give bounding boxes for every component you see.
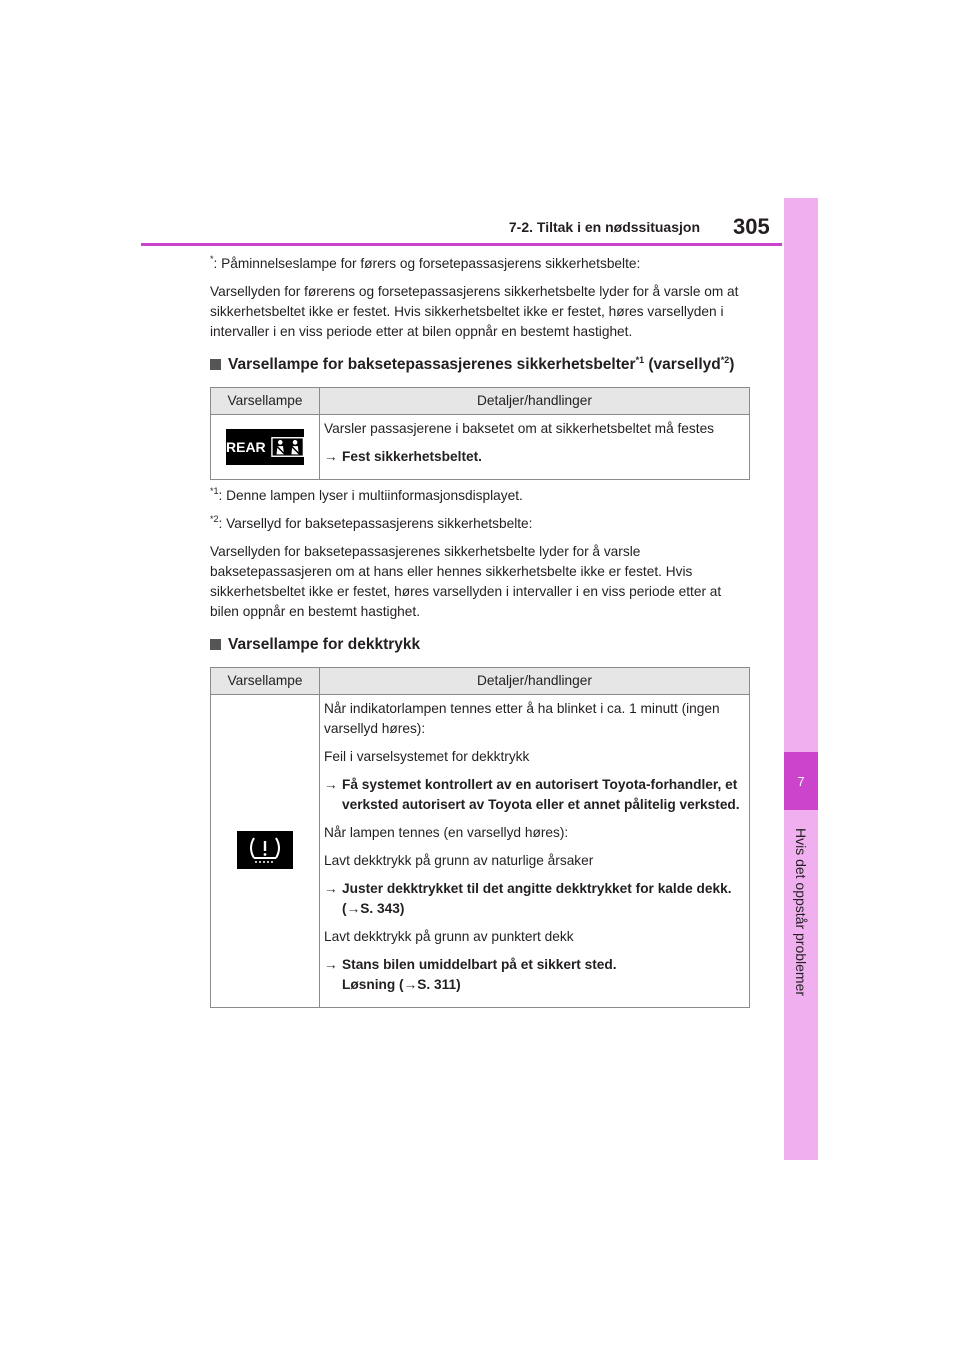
arrow-icon: → (324, 957, 338, 972)
heading-square-icon (210, 359, 221, 370)
details-text: Når indikatorlampen tennes etter å ha blinket i ca. 1 minutt (ingen varsellyd høres): (324, 701, 720, 736)
heading-text: ) (729, 356, 735, 373)
heading-text: (varsellyd (644, 356, 721, 373)
table-header-row (211, 388, 750, 415)
arrow-icon: → (324, 881, 338, 896)
action-text (324, 447, 745, 467)
heading-sup: *2 (720, 355, 730, 365)
details-cell (320, 415, 750, 480)
column-header: Varsellampe (211, 388, 320, 415)
details-cell (320, 695, 750, 1008)
footnote-mark: *1 (210, 486, 219, 496)
icon-cell (211, 415, 320, 480)
intro-paragraph: Varsellyden for førerens og forsetepassasjerens sikkerhetsbelte lyder for å varsle om at sikkerhetsbeltet ikke er festet. Hvis sikkerhetsbeltet ikke er festet, høres varsellyden i intervaller i en viss periode etter at bilen oppnår en bestemt hastighet. (210, 284, 739, 339)
arrow-icon: → (403, 977, 418, 992)
heading-sup: *1 (635, 355, 645, 365)
rear-belt-table (210, 387, 750, 480)
chapter-number: 7 (797, 773, 805, 789)
action-text (324, 879, 745, 919)
details-text: Lavt dekktrykk på grunn av punktert dekk (324, 929, 574, 944)
action-label: Fest sikkerhetsbeltet. (342, 449, 482, 464)
page-content (210, 254, 750, 1008)
action-text (324, 955, 745, 995)
intro-footnote (210, 254, 750, 274)
chapter-title: Hvis det oppstår problemer (793, 827, 809, 997)
action-label: Juster dekktrykket til det angitte dekktrykket for kalde dekk. ( (342, 881, 732, 916)
details-text: Feil i varselsystemet for dekktrykk (324, 749, 530, 764)
details-text: Lavt dekktrykk på grunn av naturlige årsaker (324, 853, 594, 868)
page-reference-link[interactable]: S. 343 (360, 901, 400, 916)
tire-pressure-glyph (245, 835, 285, 865)
column-header: Detaljer/handlinger (320, 388, 750, 415)
section-heading-tire-pressure (210, 634, 750, 656)
section-heading-rear-belt (210, 354, 750, 376)
seatbelt-person-icon (271, 435, 304, 459)
action-label: ) (456, 977, 461, 992)
footnote-mark: * (210, 254, 214, 264)
tire-pressure-warning-icon (237, 831, 293, 869)
arrow-icon: → (324, 449, 338, 464)
page-reference-link[interactable]: S. 311 (417, 977, 457, 992)
table-header-row (211, 668, 750, 695)
arrow-icon: → (324, 777, 338, 792)
action-label: Få systemet kontrollert av en autorisert Toyota-forhandler, et verksted autorisert av Toyota eller et annet pålitelig verksted. (342, 777, 740, 812)
action-text (324, 775, 745, 815)
column-header: Detaljer/handlinger (320, 668, 750, 695)
table-row (211, 695, 750, 1008)
action-label: Løsning ( (342, 977, 404, 992)
footnote-mark: *2 (210, 514, 219, 524)
rear-label: REAR (226, 439, 266, 455)
arrow-icon: → (346, 901, 361, 916)
details-text: Når lampen tennes (en varsellyd høres): (324, 825, 569, 840)
footnote-2 (210, 514, 750, 534)
footnote-text: : Påminnelseslampe for førers og forsetepassasjerens sikkerhetsbelte: (213, 256, 641, 271)
chapter-number-tab (784, 752, 818, 810)
heading-text: Varsellampe for baksetepassasjerenes sikkerhetsbelter (228, 356, 636, 373)
column-header: Varsellampe (211, 668, 320, 695)
heading-text: Varsellampe for dekktrykk (228, 636, 421, 653)
table-row (211, 415, 750, 480)
footnote-1 (210, 486, 750, 506)
chapter-sidebar (784, 198, 818, 1160)
rear-belt-paragraph: Varsellyden for baksetepassasjerenes sikkerhetsbelte lyder for å varsle baksetepassasjeren om at hans eller hennes sikkerhetsbelte ikke er festet. Hvis sikkerhetsbeltet ikke er festet, høres varsellyden i intervaller i en viss periode etter at bilen oppnår en bestemt hastighet. (210, 544, 722, 619)
details-text: Varsler passasjerene i baksetet om at sikkerhetsbeltet må festes (324, 421, 715, 436)
header-rule (141, 243, 782, 246)
footnote-text: : Denne lampen lyser i multiinformasjonsdisplayet. (218, 488, 523, 503)
action-label: ) (399, 901, 405, 916)
tire-pressure-table (210, 667, 750, 1008)
heading-square-icon (210, 639, 221, 650)
action-label: Stans bilen umiddelbart på et sikkert sted. (342, 957, 617, 972)
icon-cell (211, 695, 320, 1008)
section-title: 7-2. Tiltak i en nødssituasjon (508, 219, 700, 235)
page-number: 305 (733, 214, 770, 239)
footnote-text: : Varsellyd for baksetepassasjerens sikkerhetsbelte: (218, 516, 533, 531)
rear-seatbelt-icon (226, 429, 304, 465)
